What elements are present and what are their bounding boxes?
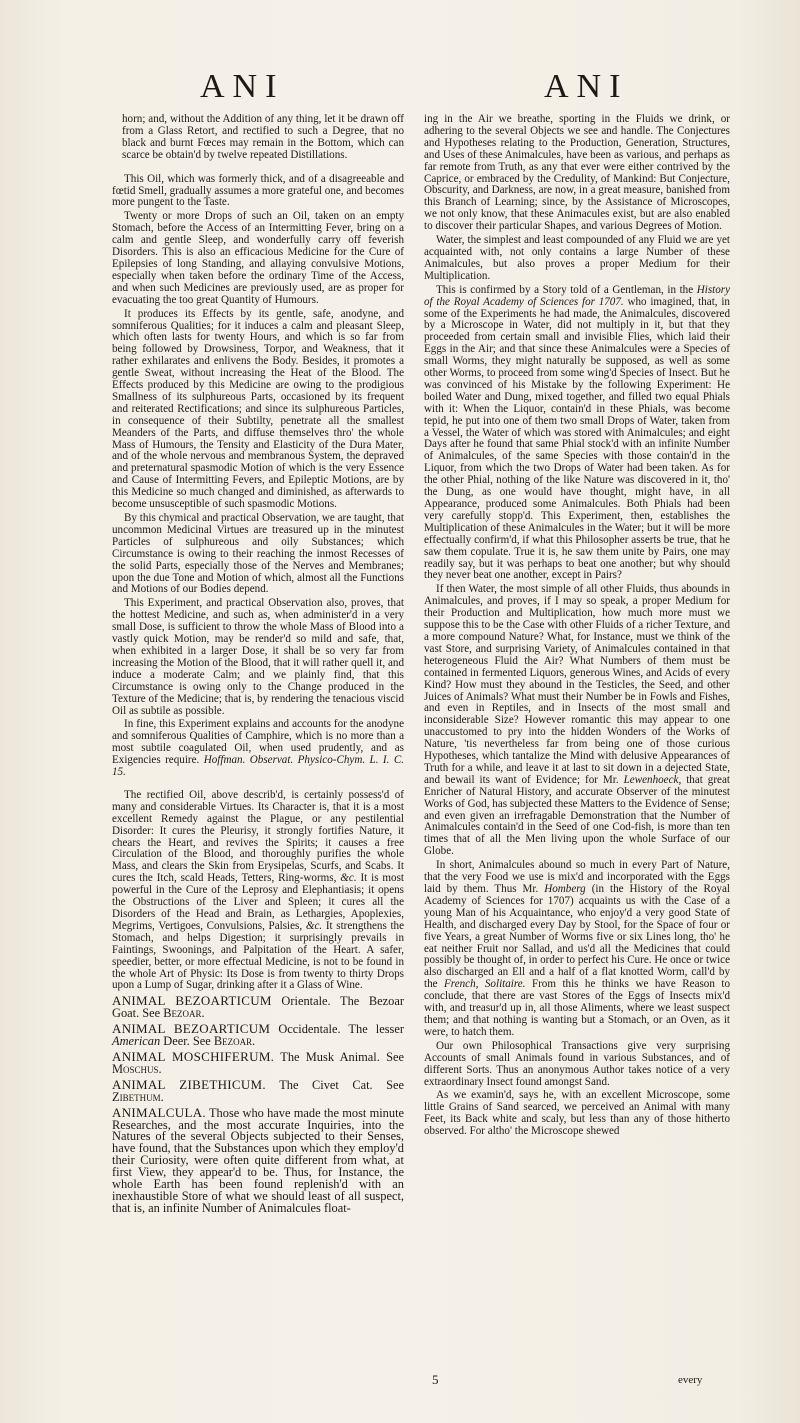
person-name: Homberg: [544, 883, 586, 895]
cross-reference: Moschus.: [112, 1061, 162, 1076]
paragraph-text: that great Enricher of Natural History, and accurate Observer of the minutest Works of God, has subjected these Matters to the Evidence of Sense; and even given an irrefragable Demonstration that the Number of Animalcules contain'd in the Seed of one Cod-fish, is more than ten times that of all the Men living upon the whole Surface of our Globe.: [424, 773, 730, 858]
entry-term: ANIMAL MOSCHIFERUM.: [112, 1048, 275, 1064]
paragraph-text: This is confirmed by a Story told of a Gentleman, in the: [436, 283, 694, 296]
paragraph-text: If then Water, the most simple of all other Fluids, thus abounds in Animalcules, and proves, if I may so speak, a proper Medium for their Production and Multiplication, how much more must we suppose this to be the Case with other Fluids of a richer Texture, and a more compound Nature? What, for Instance, must we think of the vast Store, and surprising Variety, of Animalcules contained in that heterogeneous Fluid the Air? What Numbers of them must be contained in fermented Liquors, generous Wines, and Acids of every Kind? How must they abound in the Testicles, the Seed, and other Juices of Animals? What must their Number be in Fowls and Fishes, and even in Reptiles, and in Insects of the most small and inconsiderable Size? However romantic this may appear to one unaccustomed to pry into the hidden Wonders of the Works of Nature, 'tis nevertheless far from being one of those curious Hypotheses, which tantalize the Mind with delusive Appearances of Truth for a while, and leave it at last to sit down in a dejected State, and bewail its want of Evidence; for Mr.: [424, 583, 730, 786]
entry-text: Deer. See: [163, 1034, 211, 1049]
paragraph: As we examin'd, says he, with an excellent Microscope, some little Grains of Sand searced, we perceived an Animal with many Feet, its Back white and scaly, but less than any of those hitherto observed. For altho' the Microscope shewed: [424, 1089, 730, 1138]
paragraph-text: In fine, this Experiment explains and accounts for the anodyne and somniferous Qualities of Camphire, which is no more than a most subtile coagulated Oil, when used prudently, and as Exigencies require.: [112, 718, 404, 767]
etc-abbrev: &c.: [305, 919, 323, 932]
paragraph: Twenty or more Drops of such an Oil, taken on an empty Stomach, before the Access of an Intermitting Fever, bring on a calm and gentle Sleep, and wonderfully carry off feverish Disorders. This is also an efficacious Medicine for the Cure of Epilepsies of long Standing, and allaying convulsive Motions, especially when taken before the ordinary Time of the Access, and when such Medicines are previously used, are as proper for evacuating the too great Quantity of Humours.: [112, 210, 404, 306]
entry-animalcula: [112, 1104, 405, 1215]
paragraph-text: From this he thinks we have Reason to conclude, that there are vast Stores of the Eggs of Insects mix'd with, and treasur'd up in, all those Aliments, where we least suspect them; and that nothing is wanting but a Stomach, or an Oven, as it were, to hatch them.: [424, 978, 730, 1038]
entry-animal-bezoarticum-occidentale: [112, 1023, 404, 1048]
person-name: Lewenhoeck,: [623, 773, 682, 786]
paragraph: [112, 790, 404, 992]
paragraph-text: (in the History of the Royal Academy of Sciences for 1707) acquaints us with the Case of a young Man of his Acquaintance, who enjoy'd a very good State of Health, and discharged every Day by Stool, for the Space of four or five Years, a great Number of Worms five or six Lines long, tho' he eat neither Fruit nor Sallad, and us'd all the Medicines that could possibly be thought of, in order to perfect his Cure. He once or twice also discharged an Ell and a half of a flat knotted Worm, call'd by the: [424, 883, 730, 991]
catchword: every: [678, 1374, 703, 1386]
right-column: [424, 114, 730, 1140]
paragraph: Our own Philosophical Transactions give very surprising Accounts of small Animals found in various Substances, and of different Sorts. Thus an anonymous Author takes notice of a very extraordinary Insect found amongst Sand.: [424, 1039, 730, 1088]
citation: Hoffman. Observat. Physico-Chym. L. I. C. 15.: [112, 754, 404, 779]
paragraph-text: who imagined, that, in some of the Experiments he had made, the Animalcules, discovered by a Microscope in Water, did not multiply in it, but that they proceeded from certain small and invisible Flies, which laid their Eggs in the Air; and that since these Animalcules were a Species of small Worms, they might naturally be supposed, as well as some other Worms, to proceed from some wing'd Species of Insect. But he was convinced of his Mistake by the following Experiment: He boiled Water and Dung, mixed together, and filled two equal Phials with it: When the Liquor, contain'd in these Phials, was become tepid, he put into one of them two small Drops of Water, taken from a Vessel, the Water of which was stored with Animalcules; and eight Days after he found that same Phial stock'd with an infinite Number of Animalcules, of the same Species with those contain'd in the Liquor, from which the two Drops of Water had been taken. As for the other Phial, nothing of the like Nature was discovered in it, tho' the Dung, as one would have thought, might have, in all Appearance, produced some Animalcules. Both Phials had been very carefully stopp'd. This Experiment, then, establishes the Multiplication of these Animalcules in the Water; but it will be more effectually confirm'd, if what this Philosopher asserts be true, that he saw them copulate. True it is, he saw them unite by Pairs, one may readily say, but it was perhaps to beat one another; but why should they never beat one another, except in Pairs?: [424, 295, 730, 582]
paragraph-text: In short, Animalcules abound so much in every Part of Nature, that the very Food we use is mix'd and incorporated with the Eggs laid by them. Thus Mr.: [424, 859, 730, 895]
paragraph: [424, 285, 730, 583]
entry-animal-bezoarticum-orientale: [112, 995, 404, 1020]
paragraph: This Experiment, and practical Observation also, proves, that the hottest Medicine, and such as, when administer'd in a very small Dose, is sufficient to throw the whole Mass of Blood into a vastly quick Motion, may be render'd so mild and safe, that, when exhibited in a larger Dose, it shall be so very far from increasing the Motion of the Blood, that it will rather quell it, and induce a moderate Calm; and we plainly find, that this Circumstance is owing only to the Change produced in the Texture of the Medicine; that is, by rendering the tenacious viscid Oil as subtile as possible.: [112, 597, 404, 717]
entry-animal-moschiferum: [112, 1048, 404, 1076]
entry-animal-zibethicum: [112, 1076, 404, 1104]
cross-reference: Bezoar.: [213, 1034, 256, 1049]
header-right: ANI: [544, 68, 629, 105]
paragraph: [112, 719, 404, 779]
header-left: ANI: [200, 68, 285, 105]
entry-text: Occidentale. The lesser: [278, 1022, 404, 1037]
cross-reference: Bezoar.: [163, 1006, 205, 1021]
entry-term: ANIMAL ZIBETHICUM.: [112, 1076, 266, 1092]
foreign-term: French, Solitaire.: [444, 978, 526, 991]
paragraph: By this chymical and practical Observation, we are taught, that uncommon Medicinal Virtues are treasured up in the minutest Particles of sulphureous and oily Substances; which Circumstance is owing to their reaching the inmost Recesses of the solid Parts, especially those of the Nerves and Membranes; upon the due Tone and Motion of which, almost all the Functions and Motions of our Bodies depend.: [112, 512, 404, 596]
running-header: [0, 68, 800, 108]
cross-reference: Zibethum.: [112, 1089, 164, 1104]
paragraph: It produces its Effects by its gentle, safe, anodyne, and somniferous Qualities; for it induces a calm and pleasant Sleep, which often lasts for twenty Hours, and which is so far from being followed by Drowsiness, Torpor, and Weakness, that it rather exhilarates and enlivens the Body. Besides, it promotes a gentle Sweat, without increasing the Heat of the Blood. The Effects produced by this Medicine are owing to the prodigious Smallness of its sulphureous Parts, occasioned by its frequent and reiterated Rectifications; and since its sulphureous Particles, in consequence of their Subtilty, penetrate all the smallest Meanders of the Parts, and diffuse themselves thro' the whole Mass of Humours, the Tensity and Elasticity of the Dura Mater, and of the whole nervous and membranous System, the depraved and preternatural spasmodic Motion of which is the very Essence and Cause of Intermitting Fevers, and Epileptic Motions, are by this Medicine so much changed and diminished, as afterwards to become unsusceptible of such spasmodic Motions.: [112, 307, 404, 511]
entry-text: The Musk Animal. See: [280, 1049, 404, 1064]
paragraph: [424, 860, 730, 1039]
paragraph: [424, 584, 730, 858]
entry-text: The Civet Cat. See: [279, 1077, 404, 1092]
paragraph: ing in the Air we breathe, sporting in the Fluids we drink, or adhering to the several Objects we see and handle. The Conjectures and Hypotheses relating to the Production, Generation, Structures, and Uses of these Animalcules, have been as various, and perhaps as far remote from Truth, as any that ever were either contrived by the Caprice, or embraced by the Credulity, of Mankind: But Conjecture, Obscurity, and Darkness, are now, in a great measure, banished from this Branch of Learning; since, by the Assistance of Microscopes, we not only know, that these Animacules exist, but are also enabled to discover their particular Shapes, and various Degrees of Motion.: [424, 113, 730, 233]
entry-text: Those who have made the most minute Researches, and the most accurate Inquiries, into the Natures of the several Objects subjected to their Senses, have found, that the Substances upon which they employ'd their Curiosity, were often quite different from what, at first View, they appear'd to be. Thus, for Instance, the whole Earth has been found replenish'd with an inexhaustible Store of what we should least of all suspect, that is, an infinite Number of Animalcules float-: [112, 1105, 405, 1215]
entry-text: Orientale. The Bezoar Goat. See: [112, 994, 404, 1021]
etc-abbrev: &c.: [340, 872, 357, 885]
paragraph-text: The rectified Oil, above describ'd, is certainly possess'd of many and considerable Virtues. Its Character is, that it is a most excellent Remedy against the Plague, or any pestilential Disorder: It cures the Pleurisy, it strongly fortifies Nature, it chears the Heart, and revives the Spirits; it causes a free Circulation of the Blood, and thoroughly purifies the whole Mass, and clears the Skin from Erysipelas, Scurfs, and Scabs. It cures the Itch, scald Heads, Tetters, Ring-worms,: [112, 788, 404, 885]
left-column: [112, 114, 404, 1217]
paragraph-text: It is most powerful in the Cure of the Leprosy and Elephantiasis; it opens the Obstructions of the Liver and Spleen; it cures all the Disorders of the Head and Brain, as Lethargies, Apoplexies, Megrims, Vertigoes, Convulsions, Palsies,: [112, 872, 404, 932]
entry-term: ANIMALCULA.: [112, 1104, 206, 1120]
paragraph: Water, the simplest and least compounded of any Fluid we are yet acquainted with, not only contains a large Number of these Animalcules, but also proves a proper Medium for their Multiplication.: [424, 234, 730, 282]
paragraph-text: It strengthens the Stomach, and helps Digestion; it surprisingly prevails in Faintings, Swoonings, and Palpitation of the Heart. A safer, speedier, better, or more effectual Medicine, is not to be found in the whole Art of Physic: Its Dose is from twenty to thirty Drops upon a Lump of Sugar, drinking after it a Glass of Wine.: [112, 919, 404, 992]
paragraph: This Oil, which was formerly thick, and of a disagreeable and fœtid Smell, gradually assumes a more grateful one, and becomes more pungent to the Taste.: [112, 172, 404, 209]
page-footer: [0, 1372, 800, 1396]
quote-paragraph: horn; and, without the Addition of any thing, let it be drawn off from a Glass Retort, and rectified to such a Degree, that no black and burnt Fœces may remain in the Bottom, which can scarce be obtain'd by twelve repeated Distillations.: [122, 113, 404, 161]
entry-term: ANIMAL BEZOARTICUM: [112, 993, 272, 1009]
page-number: 5: [432, 1372, 439, 1387]
book-title: History of the Royal Academy of Sciences for 1707.: [424, 283, 730, 308]
entry-italic: American: [112, 1034, 161, 1049]
entry-term: ANIMAL BEZOARTICUM: [112, 1021, 271, 1037]
